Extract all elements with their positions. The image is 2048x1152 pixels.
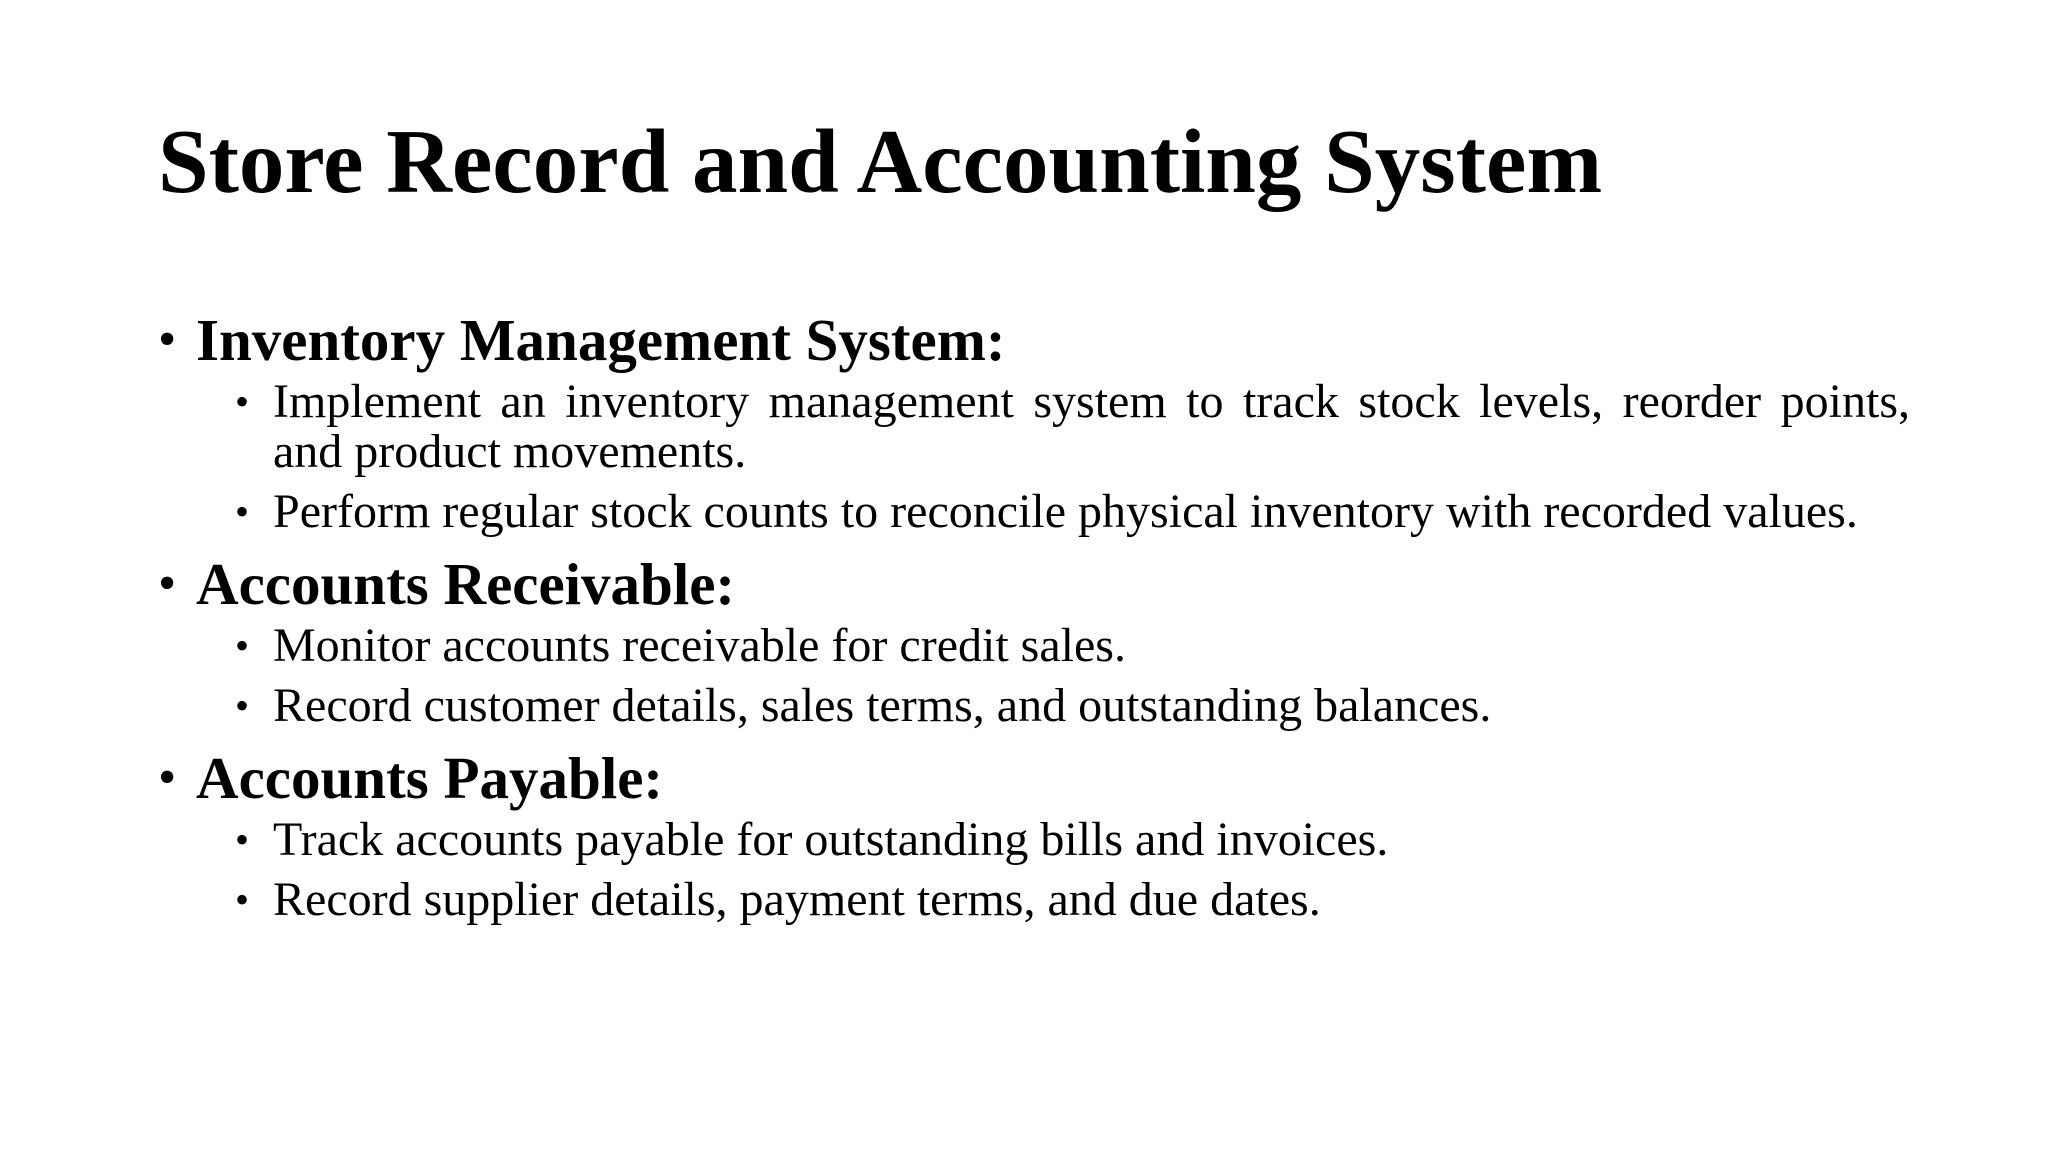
bullet-icon: • xyxy=(235,489,250,534)
section-accounts-receivable xyxy=(158,547,1910,731)
bullet-icon: • xyxy=(158,749,177,806)
section-heading-text: Inventory Management System: xyxy=(196,307,1006,373)
section-heading xyxy=(158,741,1910,815)
section-inventory-management xyxy=(158,303,1910,537)
list-item-text: Track accounts payable for outstanding bills and invoices. xyxy=(273,813,1389,866)
section-heading xyxy=(158,547,1910,621)
sub-list xyxy=(235,621,1910,731)
bullet-icon: • xyxy=(158,311,177,368)
bullet-icon: • xyxy=(235,683,250,728)
list-item xyxy=(235,875,1910,925)
list-item xyxy=(235,621,1910,671)
list-item xyxy=(235,815,1910,865)
list-item-text: Record customer details, sales terms, and outstanding balances. xyxy=(273,679,1492,732)
bullet-icon: • xyxy=(235,877,250,922)
bullet-icon: • xyxy=(235,379,250,424)
sub-list xyxy=(235,815,1910,925)
slide-content xyxy=(158,303,1910,925)
section-accounts-payable xyxy=(158,741,1910,925)
section-heading-text: Accounts Payable: xyxy=(196,745,664,811)
sub-list xyxy=(235,377,1910,537)
list-item-text: Monitor accounts receivable for credit sales. xyxy=(273,619,1126,672)
list-item xyxy=(235,681,1910,731)
bullet-icon: • xyxy=(235,817,250,862)
list-item xyxy=(235,377,1910,477)
slide-title: Store Record and Accounting System xyxy=(158,111,1603,212)
bullet-icon: • xyxy=(158,555,177,612)
section-heading-text: Accounts Receivable: xyxy=(196,551,736,617)
list-item-text: Implement an inventory management system to track stock levels, reorder points, and product movements. xyxy=(273,375,1910,478)
bullet-icon: • xyxy=(235,623,250,668)
list-item xyxy=(235,487,1910,537)
section-heading xyxy=(158,303,1910,377)
list-item-text: Record supplier details, payment terms, and due dates. xyxy=(273,873,1321,926)
list-item-text: Perform regular stock counts to reconcile physical inventory with recorded values. xyxy=(273,485,1858,538)
